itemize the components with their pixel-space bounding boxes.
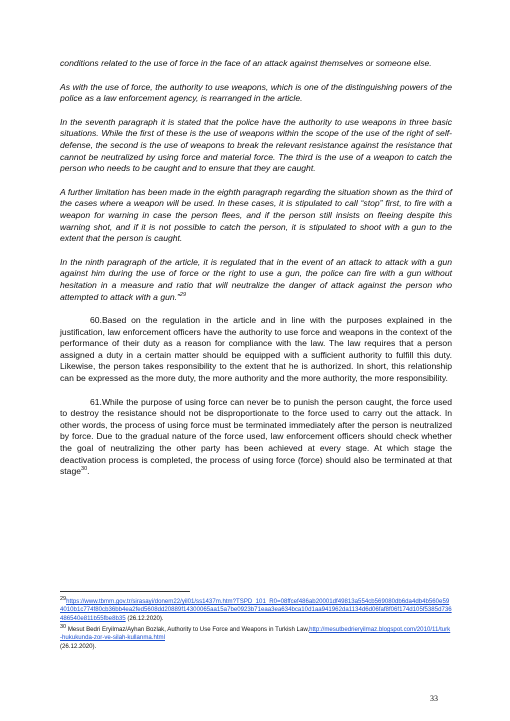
quote-paragraph-1: conditions related to the use of force in the face of an attack against themselves or someone else. bbox=[60, 58, 432, 68]
footnote-30 bbox=[60, 623, 452, 651]
quote-paragraph-2: As with the use of force, the authority to use weapons, which is one of the distinguishing powers of the police as a law enforcement agency, is rearranged in the article. bbox=[60, 81, 452, 104]
footnote-30-author: Mesut Bedri Eryilmaz/Ayhan Bozlak, Authority to Use Force and Weapons in Turkish Law, bbox=[66, 626, 310, 633]
footnote-29-number: 29 bbox=[60, 595, 67, 602]
quote-paragraph-3: In the seventh paragraph it is stated that the police have the authority to use weapons in three basic situations. While the first of these is the use of weapons within the scope of the use of the right of self-defense, the second is the use of weapons to break the relevant resistance against the resistance that cannot be neutralized by using force and material force. The third is the use of a weapon to catch the person who needs to be caught and to ensure that they are caught. bbox=[60, 116, 452, 174]
page-number: 33 bbox=[430, 694, 438, 703]
paragraph-61-text: 61.While the purpose of using force can never be to punish the person caught, the force used to destroy the resistance should not be disproportionate to the force used to carry out the attack. In other words, the process of using force must be terminated immediately after the person is neutralized by force. Due to the gradual nature of the force used, law enforcement officers should check whether the goal of neutralizing the other party has been achieved at every stage. At which stage the deactivation process is completed, the process of using force (force) should also be terminated at that stage bbox=[60, 396, 452, 477]
footnote-30-date: (26.12.2020). bbox=[60, 642, 97, 650]
footnote-ref-30[interactable]: 30 bbox=[81, 466, 88, 473]
footnote-29-link[interactable]: https://www.tbmm.gov.tr/sirasayi/donem22/yil01/ss1437m.htm?TSPD_101_R0=08ffcef486ab20001df49813a554cb569080db6da4db4b560e594010b1c774f80cb36bb4ea2fed5608dd20889f14300065aa15a7be0923b71eaa3ea634bca10d1aa941962da1134d6d06faf8f06f174d105f5385d736486540e811b55fbe8b35 bbox=[60, 598, 452, 622]
footnote-ref-29[interactable]: 29 bbox=[179, 291, 187, 298]
footnote-29 bbox=[60, 595, 452, 623]
quote-paragraph-4: A further limitation has been made in the eighth paragraph regarding the situation shown as the third of the cases where a weapon will be used. In these cases, it is stipulated to call “stop” first, to fire with a weapon for warning in case the person flees, and if the person still insists on fleeing despite this warning shot, and if it is not possible to catch the person, it is stipulated to shoot with a gun to the extent that the person is caught. bbox=[60, 186, 452, 244]
paragraph-61 bbox=[60, 397, 452, 478]
paragraph-61-end: . bbox=[87, 466, 90, 477]
quote-paragraph-5-text: In the ninth paragraph of the article, it is regulated that in the event of an attack to attack with a gun against him during the use of force or the right to use a gun, the police can fire with a gun without hesitation in a measure and ratio that will neutralize the danger of attack against the person who attempted to attack with a gun.” bbox=[60, 256, 452, 302]
footnote-29-date: (26.12.2020). bbox=[125, 614, 164, 622]
quote-paragraph-5 bbox=[60, 257, 452, 303]
footnote-30-link[interactable]: http://mesutbedrieryilmaz.blogspot.com/2010/11/turk-hukukunda-zor-ve-silah-kullanma.html bbox=[60, 626, 451, 642]
paragraph-60: 60.Based on the regulation in the article and in line with the purposes explained in the justification, law enforcement officers have the authority to use force and weapons in the context of the performance of their duty as a reason for compliance with the law. The law requires that a person assigned a duty in a certain matter should be equipped with a sufficient authority to fulfill this duty. Likewise, the person takes responsibility to the extent that he is authorized. In short, this relationship can be expressed as the more duty, the more authority and the more authority, the more responsibility. bbox=[60, 315, 452, 384]
footnote-30-number: 30 bbox=[60, 623, 67, 630]
body-text bbox=[60, 58, 452, 490]
footnote-separator bbox=[60, 591, 190, 592]
